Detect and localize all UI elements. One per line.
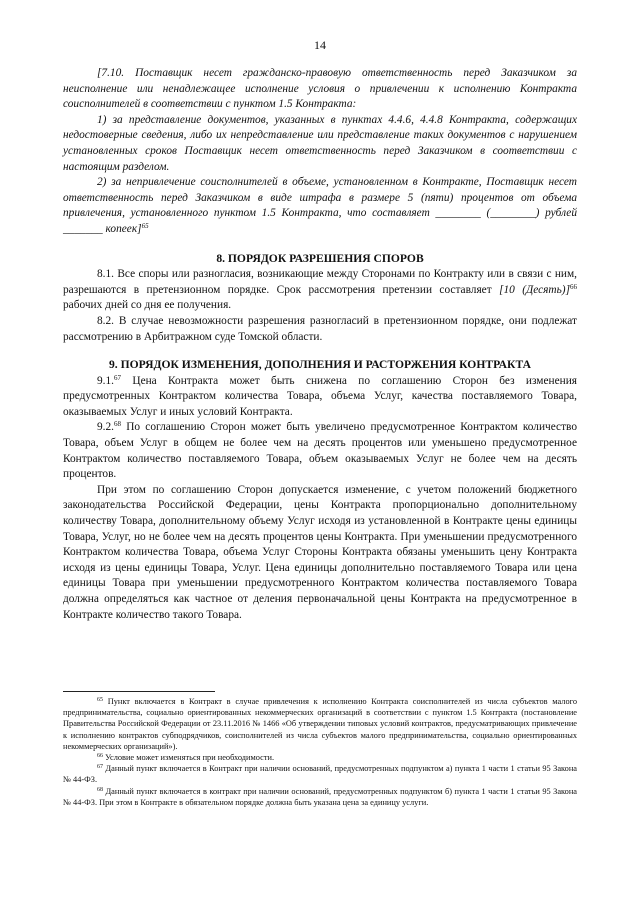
footnote-66-number: 66 — [97, 753, 103, 760]
section-8-title: 8. ПОРЯДОК РАЗРЕШЕНИЯ СПОРОВ — [216, 251, 424, 265]
clause-7-10-item-2 — [63, 175, 577, 237]
clause-9-1-text: Цена Контракта может быть снижена по соглашению Сторон без изменения предусмотренных Контрактом количества Товара, объема Услуг, качества поставляемого Товара, оказываемых Услуг и иных условий Контракта. — [63, 374, 577, 418]
section-9-title: 9. ПОРЯДОК ИЗМЕНЕНИЯ, ДОПОЛНЕНИЯ И РАСТОРЖЕНИЯ КОНТРАКТА — [109, 358, 531, 372]
clause-9-2-continued: При этом по соглашению Сторон допускается изменение, с учетом положений бюджетного законодательства Российской Федерации, цены Контракта пропорционально дополнительному количеству Товара, дополнительному объему Услуг исходя из установленной в Контракте цены единицы Товара, Услуг, но не более чем на десять процентов цены Контракта. При уменьшении предусмотренного Контрактом количества Товара, объема Услуг Стороны Контракта обязаны уменьшить цену Контракта исходя из цены единицы Товара, Услуг. Цена единицы дополнительно поставляемого Товара или цена единицы Товара при уменьшении предусмотренного Контрактом количества поставляемого Товара должна определяться как частное от деления первоначальной цены Контракта на предусмотренное в Контракте количество такого Товара. — [63, 483, 577, 621]
footnote-66-text: Условие может изменяться при необходимости. — [103, 753, 275, 763]
footnote-65-text: Пункт включается в Контракт в случае привлечения к исполнению Контракта соисполнителей из числа субъектов малого предпринимательства, социально ориентированных некоммерческих организаций в соответствии с пунктом 1.5 Контракта (постановление Правительства Российской Федерации от 23.11.2016 № 1466 «Об утверждении типовых условий контрактов, предусматривающих привлечение к исполнению контрактов субподрядчиков, соисполнителей из числа субъектов малого предпринимательства, социально ориентированных некоммерческих организаций»). — [63, 697, 577, 751]
clause-9-2-number: 9.2. — [97, 421, 115, 434]
clause-7-10-item-2-text: 2) за непривлечение соисполнителей в объеме, установленном в Контракте, Поставщик несет ответственность перед Заказчиком в виде штрафа в размере 5 (пяти) процентов от объема привлечения, установленного пунктом 1.5 Контракта, что составляет ________ (________) рублей _______ копеек] — [63, 176, 577, 235]
page-number: 14 — [314, 38, 326, 52]
clause-8-2: 8.2. В случае невозможности разрешения разногласий в претензионном порядке, они подлежат рассмотрению в Арбитражном суде Томской области. — [63, 314, 577, 343]
clause-9-1 — [63, 374, 577, 421]
footnote-67 — [63, 763, 577, 785]
footnote-65-number: 65 — [97, 697, 103, 703]
clause-7-10-intro: [7.10. Поставщик несет гражданско-правовую ответственность перед Заказчиком за неисполнение или ненадлежащее исполнение условия о привлечении к исполнению Контракта соисполнителей в соответствии с пунктом 1.5 Контракта: — [63, 67, 577, 111]
clause-9-1-number: 9.1. — [97, 374, 115, 387]
document-body — [63, 66, 577, 623]
clause-8-1 — [63, 267, 577, 314]
footnote-separator — [63, 691, 215, 692]
footnote-68-number: 68 — [97, 786, 103, 793]
footnote-ref-68: 68 — [114, 420, 122, 429]
footnote-68-text: Данный пункт включается в контракт при наличии оснований, предусмотренных подпунктом б) пункта 1 части 1 статьи 95 Закона № 44-ФЗ. При этом в Контракте в обязательном порядке должна быть указана цена за единицу услуги. — [63, 786, 577, 807]
footnote-67-number: 67 — [97, 764, 103, 771]
clause-8-1-term: [10 (Десять)] — [499, 283, 570, 296]
clause-9-2-text: По соглашению Сторон может быть увеличено предусмотренное Контрактом количество Товара, объем Услуг в общем не более чем на десять процентов или уменьшено предусмотренное Контрактом количество поставляемого Товара, объем оказываемых Услуг не более чем на десять процентов. — [63, 421, 577, 481]
footnote-ref-66: 66 — [569, 282, 577, 291]
footnotes — [63, 696, 577, 808]
footnote-66 — [63, 752, 577, 763]
footnote-67-text: Данный пункт включается в Контракт при наличии оснований, предусмотренных подпунктом а) пункта 1 части 1 статьи 95 Закона № 44-ФЗ. — [63, 764, 577, 785]
clause-7-10-item-1: 1) за представление документов, указанных в пунктах 4.4.6, 4.4.8 Контракта, содержащих недостоверные сведения, либо их непредставление или представление таких документов с нарушением установленных сроков Поставщик несет ответственность перед Заказчиком в соответствии с настоящим разделом. — [63, 113, 577, 173]
footnote-ref-65: 65 — [141, 221, 149, 230]
clause-8-1-tail: рабочих дней со дня ее получения. — [63, 299, 232, 312]
footnote-ref-67: 67 — [114, 373, 122, 382]
clause-9-2 — [63, 420, 577, 482]
footnote-65 — [63, 696, 577, 752]
clause-8-1-text: 8.1. Все споры или разногласия, возникающие между Сторонами по Контракту или в связи с ним, разрешаются в претензионном порядке. Срок рассмотрения претензии составляет — [63, 268, 577, 296]
footnote-68 — [63, 786, 577, 808]
